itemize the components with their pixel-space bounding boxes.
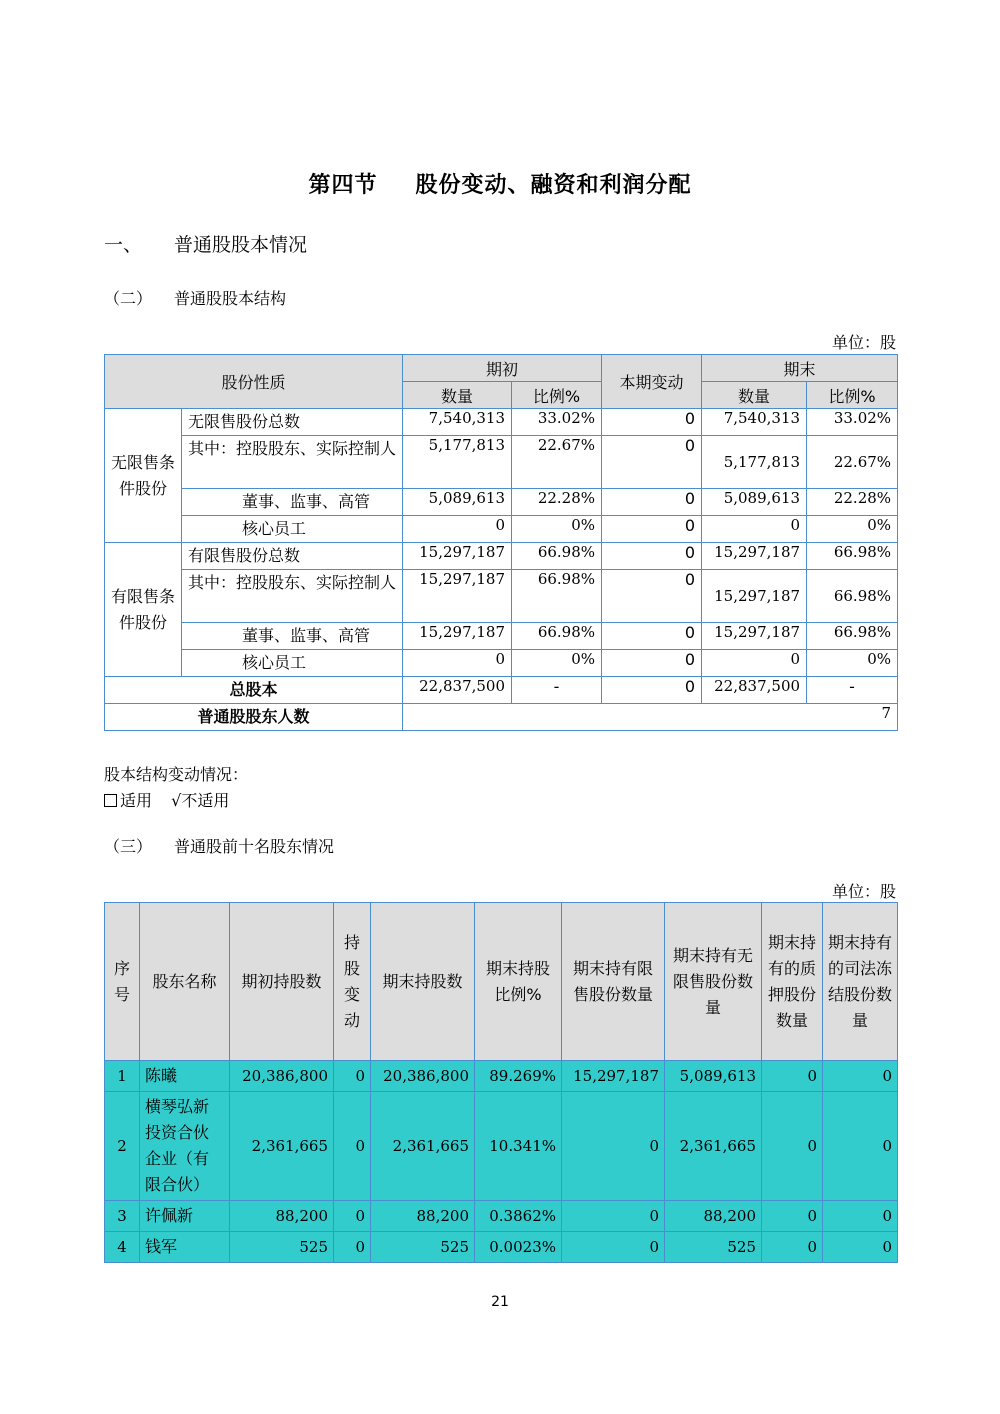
change: 0 (602, 543, 702, 570)
cell-change: 0 (334, 1232, 371, 1263)
header-change: 持股变动 (334, 903, 371, 1061)
page-title (0, 168, 1000, 199)
cell-end-ratio: 10.341% (475, 1092, 562, 1201)
header-restricted: 期末持有限售股份数量 (562, 903, 665, 1061)
heading-top-ten (104, 834, 334, 857)
cell-name: 钱军 (140, 1232, 230, 1263)
header-pledged: 期末持有的质押股份数量 (762, 903, 823, 1061)
end-ratio: 66.98% (807, 623, 898, 650)
heading-number: （三） (104, 837, 153, 856)
cell-no: 1 (105, 1061, 140, 1092)
cell-restricted: 0 (562, 1232, 665, 1263)
change-note-title: 股本结构变动情况： (104, 765, 249, 784)
top-ten-shareholders-table (104, 902, 898, 1263)
cell-change: 0 (334, 1092, 371, 1201)
change: 0 (602, 409, 702, 436)
cell-restricted: 0 (562, 1092, 665, 1201)
begin-qty: 0 (403, 650, 512, 677)
total-label: 总股本 (105, 677, 403, 704)
table-row (105, 516, 898, 543)
holders-label: 普通股股东人数 (105, 704, 403, 731)
row-name: 董事、监事、高管 (182, 489, 403, 516)
end-qty: 0 (702, 650, 807, 677)
cell-frozen: 0 (823, 1092, 898, 1201)
begin-ratio: 22.28% (512, 489, 602, 516)
table-row (105, 1061, 898, 1092)
cell-begin-hold: 88,200 (230, 1201, 334, 1232)
cell-begin-hold: 2,361,665 (230, 1092, 334, 1201)
cell-frozen: 0 (823, 1061, 898, 1092)
cell-name: 横琴弘新投资合伙企业（有限合伙） (140, 1092, 230, 1201)
heading-text: 普通股股本结构 (174, 289, 287, 308)
begin-qty: 7,540,313 (403, 409, 512, 436)
begin-ratio: 66.98% (512, 570, 602, 623)
header-name: 股东名称 (140, 903, 230, 1061)
end-qty: 0 (702, 516, 807, 543)
change-note-options (104, 788, 229, 811)
cell-unrestricted: 5,089,613 (665, 1061, 762, 1092)
end-qty: 5,177,813 (702, 436, 807, 489)
cell-unrestricted: 88,200 (665, 1201, 762, 1232)
header-end-ratio: 期末持股比例% (475, 903, 562, 1061)
cell-end-hold: 525 (371, 1232, 475, 1263)
section-number: 第四节 (308, 173, 378, 198)
header-end-ratio: 比例% (807, 382, 898, 409)
total-change: 0 (602, 677, 702, 704)
stock-structure-table (104, 354, 898, 731)
cell-pledged: 0 (762, 1092, 823, 1201)
begin-qty: 15,297,187 (403, 623, 512, 650)
unit-label-2: 单位：股 (831, 882, 896, 901)
cell-no: 2 (105, 1092, 140, 1201)
page-number: 21 (491, 1294, 509, 1310)
cell-end-hold: 2,361,665 (371, 1092, 475, 1201)
heading-stock-structure (104, 286, 286, 309)
table-row (105, 1092, 898, 1201)
cell-no: 3 (105, 1201, 140, 1232)
header-begin-hold: 期初持股数 (230, 903, 334, 1061)
change: 0 (602, 570, 702, 623)
total-end-qty: 22,837,500 (702, 677, 807, 704)
table-row (105, 623, 898, 650)
cell-end-ratio: 0.0023% (475, 1232, 562, 1263)
header-frozen: 期末持有的司法冻结股份数量 (823, 903, 898, 1061)
cell-pledged: 0 (762, 1201, 823, 1232)
end-ratio: 0% (807, 516, 898, 543)
cell-unrestricted: 525 (665, 1232, 762, 1263)
end-ratio: 33.02% (807, 409, 898, 436)
row-name: 核心员工 (182, 650, 403, 677)
cell-name: 陈曦 (140, 1061, 230, 1092)
section-name: 股份变动、融资和利润分配 (415, 173, 692, 198)
cell-restricted: 15,297,187 (562, 1061, 665, 1092)
end-ratio: 22.67% (807, 436, 898, 489)
end-qty: 7,540,313 (702, 409, 807, 436)
total-begin-ratio: - (512, 677, 602, 704)
checkbox-icon (104, 794, 117, 807)
cell-begin-hold: 525 (230, 1232, 334, 1263)
row-name: 无限售股份总数 (182, 409, 403, 436)
cell-frozen: 0 (823, 1232, 898, 1263)
begin-ratio: 66.98% (512, 623, 602, 650)
end-qty: 15,297,187 (702, 543, 807, 570)
cell-end-hold: 88,200 (371, 1201, 475, 1232)
row-name: 其中：控股股东、实际控制人 (182, 570, 403, 623)
heading-common-stock (104, 230, 307, 257)
end-ratio: 0% (807, 650, 898, 677)
heading-text: 普通股前十名股东情况 (174, 837, 335, 856)
header-unrestricted: 期末持有无限售股份数量 (665, 903, 762, 1061)
cell-unrestricted: 2,361,665 (665, 1092, 762, 1201)
header-end-qty: 数量 (702, 382, 807, 409)
group-label: 有限售条件股份 (105, 543, 182, 677)
cell-frozen: 0 (823, 1201, 898, 1232)
option-applicable: 适用 (120, 791, 153, 810)
table-row (105, 489, 898, 516)
row-name: 董事、监事、高管 (182, 623, 403, 650)
begin-ratio: 0% (512, 650, 602, 677)
header-begin: 期初 (403, 355, 602, 382)
heading-number: （二） (104, 289, 153, 308)
cell-end-hold: 20,386,800 (371, 1061, 475, 1092)
end-qty: 15,297,187 (702, 623, 807, 650)
header-begin-ratio: 比例% (512, 382, 602, 409)
row-name: 有限售股份总数 (182, 543, 403, 570)
end-qty: 15,297,187 (702, 570, 807, 623)
table-row (105, 570, 898, 623)
heading-text: 普通股股本情况 (174, 234, 308, 256)
cell-change: 0 (334, 1201, 371, 1232)
change: 0 (602, 650, 702, 677)
begin-qty: 5,089,613 (403, 489, 512, 516)
group-label: 无限售条件股份 (105, 409, 182, 543)
header-end-hold: 期末持股数 (371, 903, 475, 1061)
table-row (105, 409, 898, 436)
change: 0 (602, 436, 702, 489)
table-row (105, 1201, 898, 1232)
begin-qty: 0 (403, 516, 512, 543)
change: 0 (602, 489, 702, 516)
begin-ratio: 33.02% (512, 409, 602, 436)
end-ratio: 66.98% (807, 543, 898, 570)
row-name: 其中：控股股东、实际控制人 (182, 436, 403, 489)
end-ratio: 66.98% (807, 570, 898, 623)
unit-label: 单位：股 (831, 333, 896, 352)
cell-no: 4 (105, 1232, 140, 1263)
end-qty: 5,089,613 (702, 489, 807, 516)
begin-ratio: 66.98% (512, 543, 602, 570)
change: 0 (602, 623, 702, 650)
cell-end-ratio: 0.3862% (475, 1201, 562, 1232)
header-begin-qty: 数量 (403, 382, 512, 409)
cell-begin-hold: 20,386,800 (230, 1061, 334, 1092)
change: 0 (602, 516, 702, 543)
heading-number: 一、 (104, 234, 143, 256)
total-begin-qty: 22,837,500 (403, 677, 512, 704)
cell-name: 许佩新 (140, 1201, 230, 1232)
begin-qty: 15,297,187 (403, 543, 512, 570)
row-name: 核心员工 (182, 516, 403, 543)
begin-qty: 15,297,187 (403, 570, 512, 623)
begin-qty: 5,177,813 (403, 436, 512, 489)
cell-pledged: 0 (762, 1061, 823, 1092)
header-end: 期末 (702, 355, 898, 382)
total-row (105, 677, 898, 704)
cell-pledged: 0 (762, 1232, 823, 1263)
table-row (105, 650, 898, 677)
header-no: 序号 (105, 903, 140, 1061)
table-row (105, 436, 898, 489)
checkmark-icon: √ (171, 791, 182, 810)
cell-restricted: 0 (562, 1201, 665, 1232)
holders-row (105, 704, 898, 731)
table-row (105, 1232, 898, 1263)
header-nature: 股份性质 (105, 355, 403, 409)
end-ratio: 22.28% (807, 489, 898, 516)
holders-value: 7 (403, 704, 898, 731)
option-not-applicable: 不适用 (181, 791, 230, 810)
begin-ratio: 22.67% (512, 436, 602, 489)
header-change: 本期变动 (602, 355, 702, 409)
total-end-ratio: - (807, 677, 898, 704)
cell-end-ratio: 89.269% (475, 1061, 562, 1092)
cell-change: 0 (334, 1061, 371, 1092)
begin-ratio: 0% (512, 516, 602, 543)
table-row (105, 543, 898, 570)
